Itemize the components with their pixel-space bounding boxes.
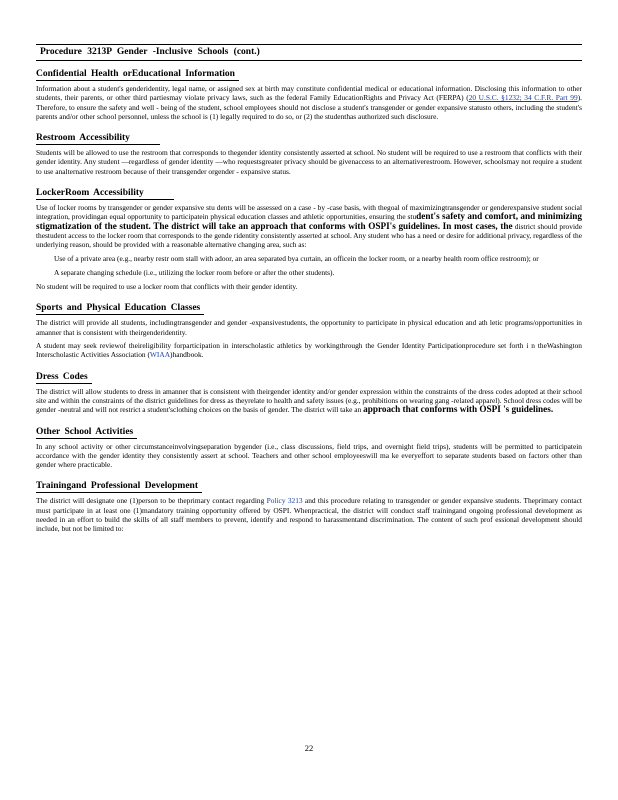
paragraph: The district will designate one (1)person to be theprimary contact regarding Policy 3213 and this procedure relating to transgender or gender expansive students. Theprimary contact must participate in at least one (1)mandatory training opportunity offered by OSPI. Whenpractical, the district will conduct staff trainingand ongoing professional development as needed in an effort to build the skills of all staff members to prevent, identify and respond to harassmentand discrimination. The content of such prof essional development should include, but not be limited to:: [36, 496, 582, 534]
paragraph: A student may seek reviewof theireligibility forparticipation in interscholastic athletics by workingthrough the Gender Identity Participationprocedure set forth i n theWashington Interscholastic Activities Association (WIAA)handbook.: [36, 341, 582, 360]
bullet-item: A separate changing schedule (i.e., utilizing the locker room before or after the other students).: [54, 267, 335, 277]
paragraph: Students will be allowed to use the restroom that corresponds to thegender identity consistently asserted at school. No student will be required to use a restroom that conflicts with their gender identity. Any student —regardless of gender identity —who requestsgreater privacy should be givenaccess to an alternativerestroom. However, schoolsmay not require a student to use analternative restroom because of their transgender orgender - expansive status.: [36, 148, 582, 176]
section-heading-training: Trainingand Professional Development: [36, 480, 202, 493]
document-page: [36, 44, 582, 538]
page-number: 22: [304, 743, 314, 753]
section-heading-other: Other School Activities: [36, 426, 137, 439]
section-restroom: [36, 125, 582, 176]
section-heading-confidential: Confidential Health orEducational Information: [36, 68, 239, 81]
section-other: [36, 419, 582, 470]
section-training: [36, 473, 582, 533]
paragraph: Information about a student's genderidentity, legal name, or assigned sex at birth may constitute confidential medical or educational information. Disclosing this information to other students, their parents, or other third partiesmay violate privacy laws, such as the federal Family EducationRights and Privacy Act (FERPA) (20 U.S.C. §1232; 34 C.F.R. Part 99). Therefore, to ensure the safety and well - being of the student, school employees should not disclose a student's transgender or gender expansive statusto others, including the student's parents and/or other school personnel, unless the school is (1) legally required to do so, or (2) the studenthas authorized such disclosure.: [36, 84, 582, 121]
bullet-item: Use of a private area (e.g., nearby restr oom stall with adoor, an area separated bya curtain, an officein the locker room, or a nearby health room office restroom); or: [54, 253, 539, 263]
paragraph: No student will be required to use a locker room that conflicts with their gender identity.: [36, 282, 298, 292]
policy-3213-link[interactable]: Policy 3213: [266, 496, 303, 506]
section-locker: [36, 180, 582, 291]
paragraph: The district will allow students to dress in amanner that is consistent with theirgender identity and/or gender expression within the constraints of the dress codes adopted at their school site and within the constraints of the district guidelines for dress as theyrelate to health and safety issues (e.g., prohibitions on wearing gang -related apparel). School dress codes will be gender -neutral and will not restrict a student'sclothing choices on the basis of gender. The district will take an approach that conforms with OSPI 's guidelines.: [36, 386, 582, 415]
ferpa-citation-link[interactable]: 20 U.S.C. §1232; 34 C.F.R. Part 99: [468, 93, 578, 103]
paragraph: Use of locker rooms by transgender or gender expansive stu dents will be assessed on a case - by -case basis, with thegoal of maximizingtransgender or genderexpansive student social integration, providingan equal opportunity to participatein physical education classes and athletic opportunities, ensuring the student's safety and comfort, and minimizing stigmatization of the student. The district will take an approach that conforms with OSPI's guidelines. In most cases, the district should provide thestudent access to the locker room that corresponds to the gende ridentity consistently asserted at school. Any student who has a need or desire for additional privacy, regardless of the underlying reason, should be provided with a reasonable alternative changing area, such as:: [36, 203, 583, 250]
section-sports: [36, 295, 582, 359]
section-confidential: [36, 61, 582, 121]
section-heading-locker: LockerRoom Accessibility: [36, 187, 174, 200]
section-heading-restroom: Restroom Accessibility: [36, 132, 160, 145]
paragraph: The district will provide all students, includingtransgender and gender -expansivestudents, the opportunity to participate in physical education and ath letic programs/opportunities in amanner that is consistent with theirgenderidentity.: [36, 318, 582, 337]
procedure-banner: Procedure 3213P Gender -Inclusive Schools (cont.): [36, 44, 582, 61]
section-heading-sports: Sports and Physical Education Classes: [36, 302, 204, 315]
section-heading-dress: Dress Codes: [36, 371, 92, 384]
section-dress: [36, 364, 582, 415]
wiaa-link[interactable]: WIAA: [149, 350, 171, 360]
paragraph: In any school activity or other circumstanceinvolvingseparation bygender (i.e., class discussions, field trips, and overnight field trips), students will be permitted to participatein accordance with the gender identity they consistently assert at school. Teachers and other school employeeswill ma ke everyeffort to separate students based on factors other than gender where practicable.: [36, 441, 582, 470]
